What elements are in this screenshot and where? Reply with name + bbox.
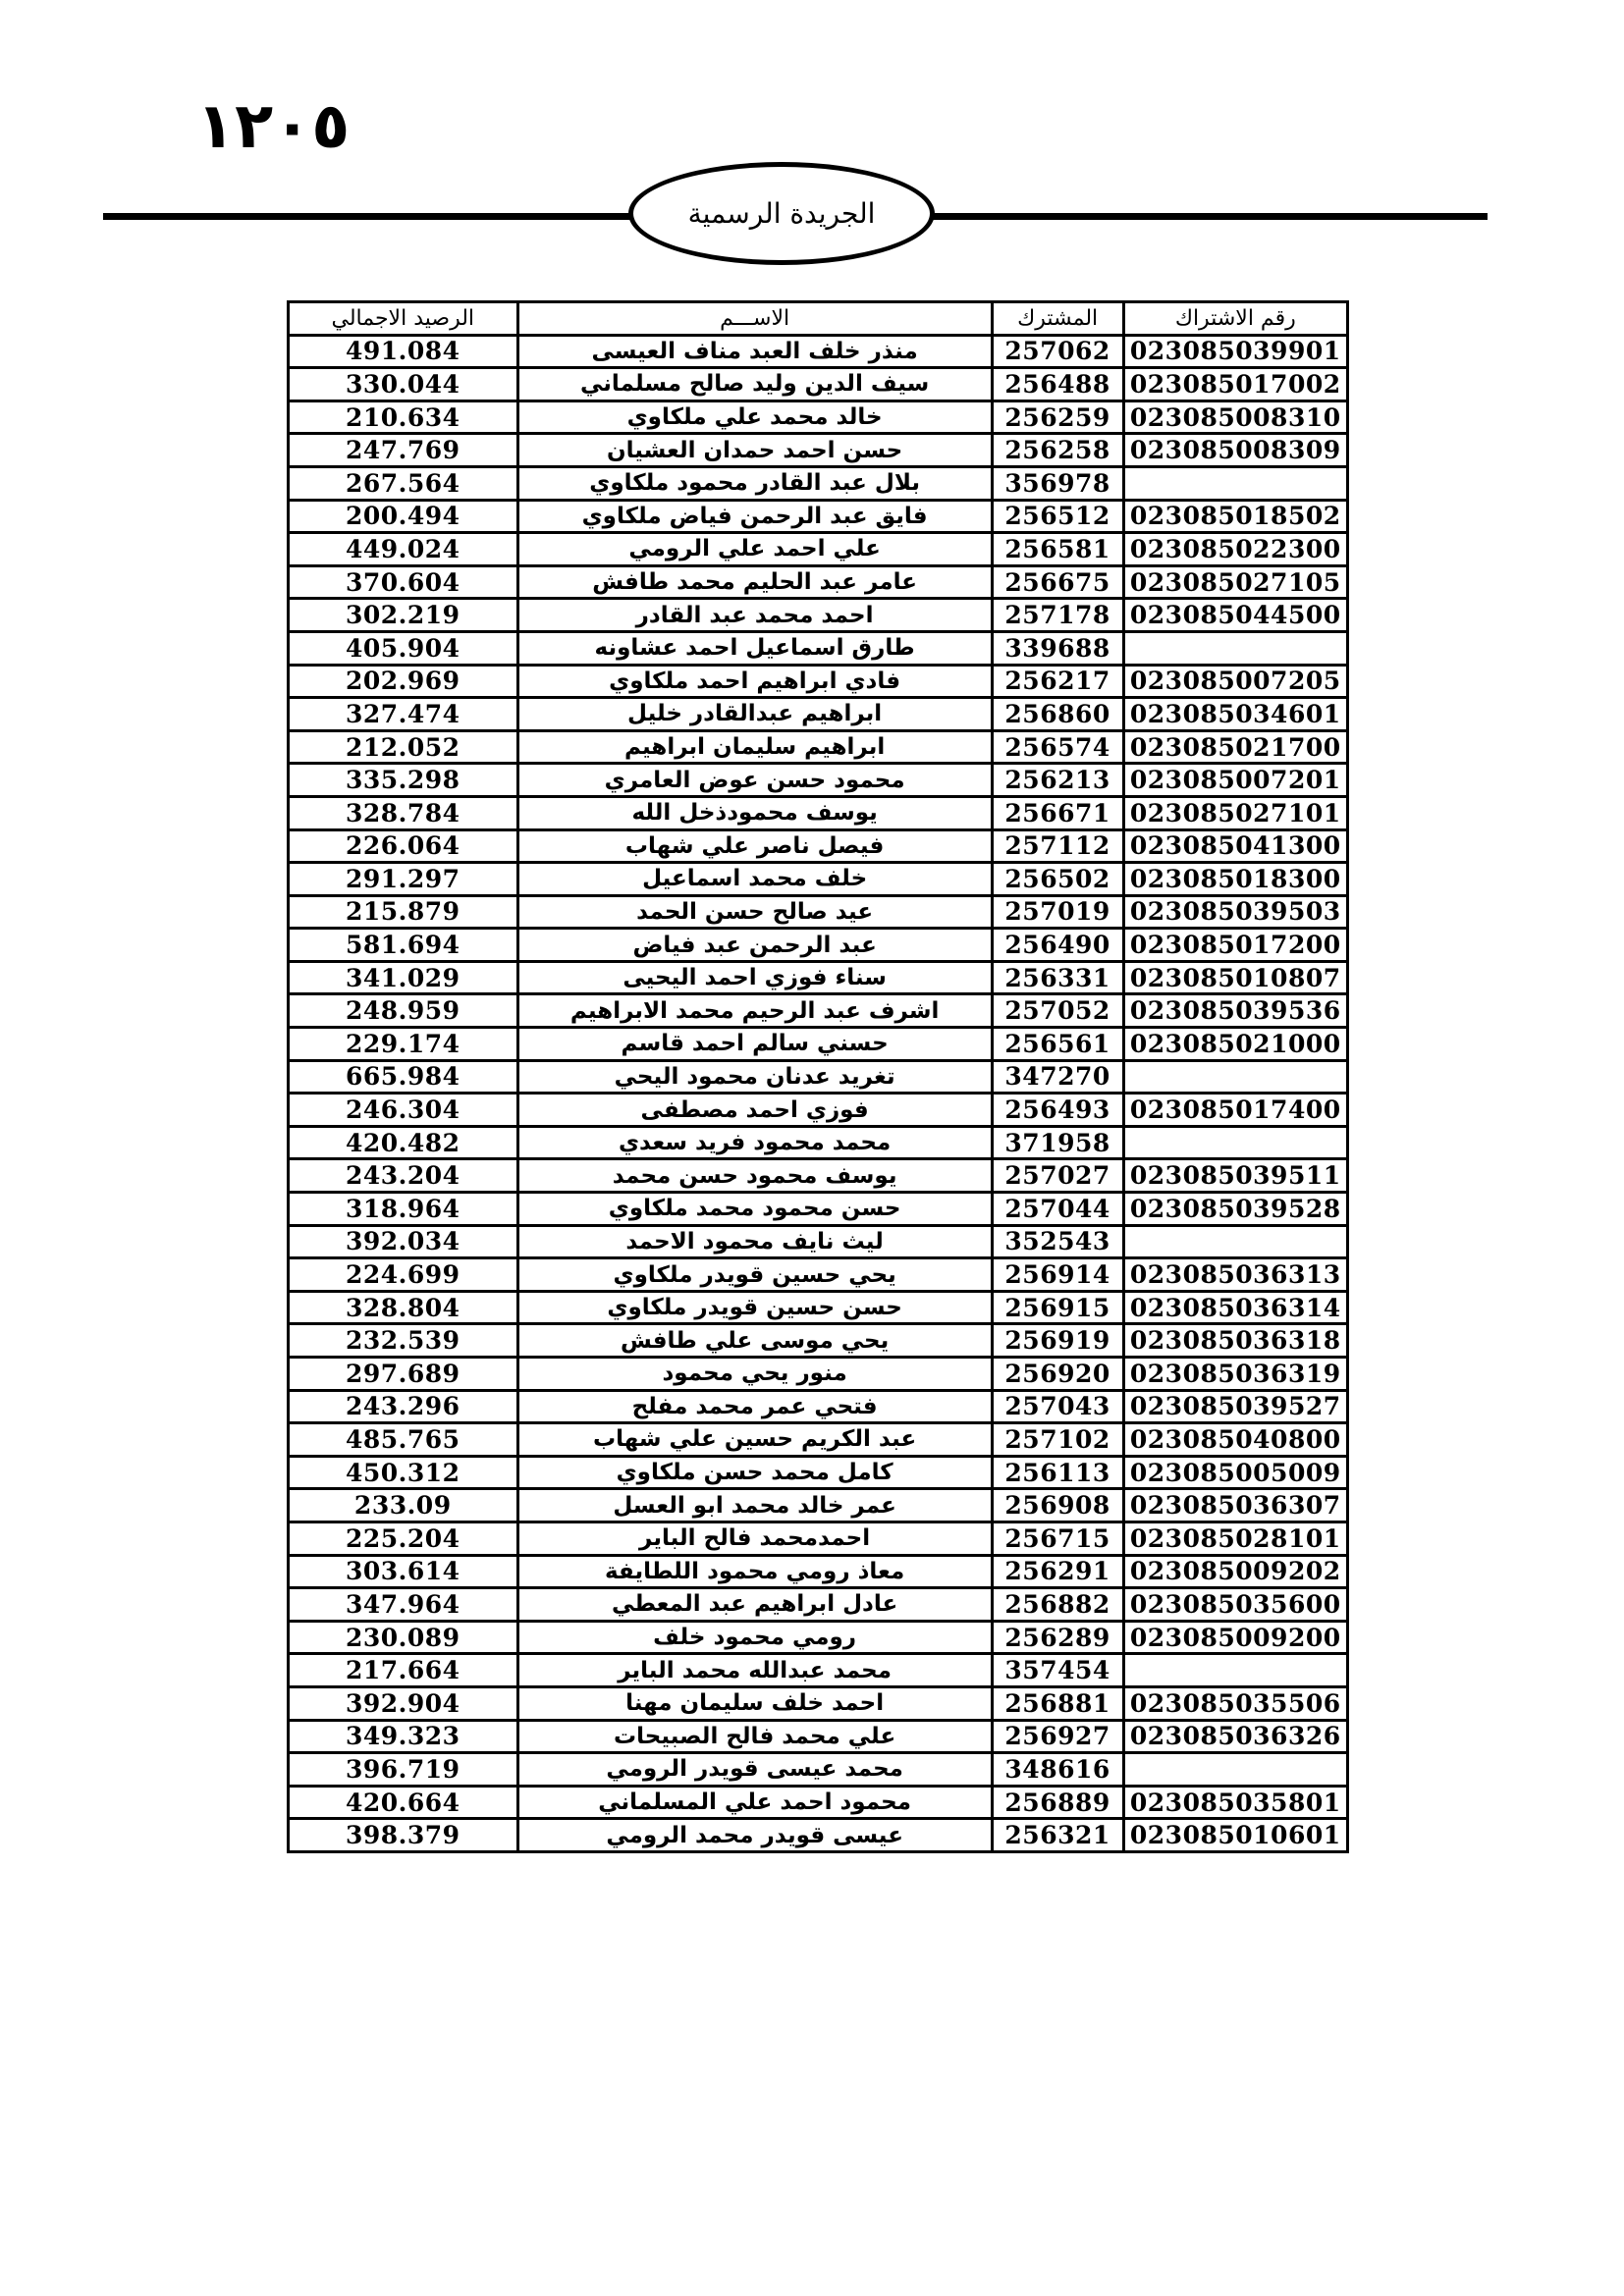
table-row bbox=[289, 1686, 1348, 1720]
table-row bbox=[289, 400, 1348, 434]
cell-subscription-no: 023085005009 bbox=[1123, 1456, 1347, 1489]
cell-subscription-no: 023085018502 bbox=[1123, 500, 1347, 533]
cell-subscription-no: 023085041300 bbox=[1123, 829, 1347, 863]
cell-subscription-no: 023085007205 bbox=[1123, 665, 1347, 698]
cell-total-balance: 247.769 bbox=[289, 434, 518, 467]
cell-account-no: 257052 bbox=[992, 994, 1123, 1028]
table-row bbox=[289, 599, 1348, 632]
cell-total-balance: 450.312 bbox=[289, 1456, 518, 1489]
cell-account-no: 352543 bbox=[992, 1225, 1123, 1258]
cell-total-balance: 405.904 bbox=[289, 631, 518, 665]
table-row bbox=[289, 434, 1348, 467]
cell-total-balance: 330.044 bbox=[289, 368, 518, 401]
cell-subscription-no: 023085022300 bbox=[1123, 533, 1347, 566]
cell-account-no: 256915 bbox=[992, 1291, 1123, 1324]
cell-subscription-no: 023085036319 bbox=[1123, 1358, 1347, 1391]
table-row bbox=[289, 1390, 1348, 1423]
cell-subscription-no: 023085036318 bbox=[1123, 1324, 1347, 1358]
cell-name: عمر خالد محمد ابو العسل bbox=[517, 1489, 992, 1522]
table-row bbox=[289, 1193, 1348, 1226]
cell-account-no: 256258 bbox=[992, 434, 1123, 467]
cell-subscription-no: 023085007201 bbox=[1123, 764, 1347, 797]
cell-total-balance: 449.024 bbox=[289, 533, 518, 566]
cell-name: عيسى قويدر محمد الرومي bbox=[517, 1819, 992, 1852]
cell-account-no: 256512 bbox=[992, 500, 1123, 533]
cell-total-balance: 226.064 bbox=[289, 829, 518, 863]
header-name: الاســـم bbox=[517, 302, 992, 336]
cell-name: احمدمحمد فالح الباير bbox=[517, 1522, 992, 1555]
table-row bbox=[289, 1094, 1348, 1127]
cell-subscription-no: 023085039528 bbox=[1123, 1193, 1347, 1226]
cell-account-no: 257178 bbox=[992, 599, 1123, 632]
cell-subscription-no: 023085044500 bbox=[1123, 599, 1347, 632]
cell-total-balance: 200.494 bbox=[289, 500, 518, 533]
cell-subscription-no: 023085036307 bbox=[1123, 1489, 1347, 1522]
table-row bbox=[289, 730, 1348, 764]
table-row bbox=[289, 698, 1348, 731]
cell-subscription-no: 023085039503 bbox=[1123, 895, 1347, 929]
cell-subscription-no: 023085009202 bbox=[1123, 1555, 1347, 1588]
cell-total-balance: 291.297 bbox=[289, 863, 518, 896]
table-row bbox=[289, 368, 1348, 401]
cell-account-no: 256675 bbox=[992, 565, 1123, 599]
cell-name: طارق اسماعيل احمد عشاونه bbox=[517, 631, 992, 665]
cell-subscription-no bbox=[1123, 1126, 1347, 1159]
cell-subscription-no: 023085036314 bbox=[1123, 1291, 1347, 1324]
cell-account-no: 256908 bbox=[992, 1489, 1123, 1522]
cell-name: احمد خلف سليمان مهنا bbox=[517, 1686, 992, 1720]
cell-name: فوزي احمد مصطفى bbox=[517, 1094, 992, 1127]
cell-subscription-no: 023085008310 bbox=[1123, 400, 1347, 434]
cell-total-balance: 243.204 bbox=[289, 1159, 518, 1193]
cell-total-balance: 349.323 bbox=[289, 1720, 518, 1753]
cell-subscription-no: 023085017002 bbox=[1123, 368, 1347, 401]
cell-account-no: 256488 bbox=[992, 368, 1123, 401]
cell-name: حسن محمود محمد ملكاوي bbox=[517, 1193, 992, 1226]
cell-total-balance: 370.604 bbox=[289, 565, 518, 599]
cell-subscription-no: 023085039536 bbox=[1123, 994, 1347, 1028]
cell-total-balance: 581.694 bbox=[289, 929, 518, 962]
cell-total-balance: 229.174 bbox=[289, 1028, 518, 1061]
cell-name: سناء فوزي احمد اليحيى bbox=[517, 961, 992, 994]
cell-total-balance: 217.664 bbox=[289, 1654, 518, 1687]
cell-account-no: 256502 bbox=[992, 863, 1123, 896]
cell-name: محمود احمد علي المسلماني bbox=[517, 1786, 992, 1819]
cell-total-balance: 225.204 bbox=[289, 1522, 518, 1555]
table-row bbox=[289, 1456, 1348, 1489]
journal-title: الجريدة الرسمية bbox=[687, 197, 876, 230]
cell-account-no: 257112 bbox=[992, 829, 1123, 863]
table-row bbox=[289, 994, 1348, 1028]
cell-subscription-no: 023085027101 bbox=[1123, 796, 1347, 829]
cell-name: يحي موسى علي طافش bbox=[517, 1324, 992, 1358]
cell-account-no: 256217 bbox=[992, 665, 1123, 698]
header-subscription-no: رقم الاشتراك bbox=[1123, 302, 1347, 336]
table-row bbox=[289, 466, 1348, 500]
cell-subscription-no: 023085039511 bbox=[1123, 1159, 1347, 1193]
cell-subscription-no: 023085035600 bbox=[1123, 1588, 1347, 1622]
cell-account-no: 257102 bbox=[992, 1423, 1123, 1457]
cell-total-balance: 302.219 bbox=[289, 599, 518, 632]
cell-total-balance: 420.664 bbox=[289, 1786, 518, 1819]
cell-account-no: 339688 bbox=[992, 631, 1123, 665]
cell-subscription-no: 023085009200 bbox=[1123, 1621, 1347, 1654]
cell-name: يوسف محمود حسن محمد bbox=[517, 1159, 992, 1193]
cell-total-balance: 485.765 bbox=[289, 1423, 518, 1457]
table-row bbox=[289, 1555, 1348, 1588]
cell-account-no: 257019 bbox=[992, 895, 1123, 929]
cell-account-no: 348616 bbox=[992, 1753, 1123, 1787]
cell-account-no: 256490 bbox=[992, 929, 1123, 962]
cell-total-balance: 232.539 bbox=[289, 1324, 518, 1358]
cell-name: ابراهيم عبدالقادر خليل bbox=[517, 698, 992, 731]
cell-account-no: 256581 bbox=[992, 533, 1123, 566]
table-row bbox=[289, 1291, 1348, 1324]
table-row bbox=[289, 533, 1348, 566]
cell-account-no: 256259 bbox=[992, 400, 1123, 434]
table-row bbox=[289, 1654, 1348, 1687]
cell-name: عامر عبد الحليم محمد طافش bbox=[517, 565, 992, 599]
table-row bbox=[289, 500, 1348, 533]
cell-account-no: 256881 bbox=[992, 1686, 1123, 1720]
cell-account-no: 356978 bbox=[992, 466, 1123, 500]
cell-name: منور يحي محمود bbox=[517, 1358, 992, 1391]
cell-subscription-no bbox=[1123, 1654, 1347, 1687]
cell-name: سيف الدين وليد صالح مسلماني bbox=[517, 368, 992, 401]
table-row bbox=[289, 665, 1348, 698]
cell-name: عيد صالح حسن الحمد bbox=[517, 895, 992, 929]
cell-total-balance: 665.984 bbox=[289, 1060, 518, 1094]
table-row bbox=[289, 1423, 1348, 1457]
cell-total-balance: 392.034 bbox=[289, 1225, 518, 1258]
cell-subscription-no: 023085034601 bbox=[1123, 698, 1347, 731]
cell-name: فيصل ناصر علي شهاب bbox=[517, 829, 992, 863]
cell-subscription-no: 023085039527 bbox=[1123, 1390, 1347, 1423]
table-body bbox=[289, 335, 1348, 1851]
cell-account-no: 256493 bbox=[992, 1094, 1123, 1127]
cell-total-balance: 335.298 bbox=[289, 764, 518, 797]
cell-total-balance: 215.879 bbox=[289, 895, 518, 929]
page-number: ١٢٠٥ bbox=[196, 90, 351, 163]
cell-subscription-no: 023085028101 bbox=[1123, 1522, 1347, 1555]
table-row bbox=[289, 1753, 1348, 1787]
cell-name: عبد الكريم حسين علي شهاب bbox=[517, 1423, 992, 1457]
table-header-row bbox=[289, 302, 1348, 336]
cell-total-balance: 210.634 bbox=[289, 400, 518, 434]
cell-total-balance: 398.379 bbox=[289, 1819, 518, 1852]
cell-account-no: 257044 bbox=[992, 1193, 1123, 1226]
cell-name: بلال عبد القادر محمود ملكاوي bbox=[517, 466, 992, 500]
cell-name: محمد عبدالله محمد الباير bbox=[517, 1654, 992, 1687]
journal-title-badge bbox=[628, 162, 935, 265]
cell-subscription-no: 023085039901 bbox=[1123, 335, 1347, 368]
cell-name: ليث نايف محمود الاحمد bbox=[517, 1225, 992, 1258]
cell-account-no: 257062 bbox=[992, 335, 1123, 368]
cell-account-no: 256561 bbox=[992, 1028, 1123, 1061]
table-row bbox=[289, 1621, 1348, 1654]
table-row bbox=[289, 335, 1348, 368]
table-row bbox=[289, 1786, 1348, 1819]
cell-total-balance: 396.719 bbox=[289, 1753, 518, 1787]
cell-subscription-no: 023085008309 bbox=[1123, 434, 1347, 467]
cell-name: محمد عيسى قويدر الرومي bbox=[517, 1753, 992, 1787]
cell-total-balance: 243.296 bbox=[289, 1390, 518, 1423]
table-row bbox=[289, 1588, 1348, 1622]
cell-account-no: 256889 bbox=[992, 1786, 1123, 1819]
cell-total-balance: 267.564 bbox=[289, 466, 518, 500]
cell-total-balance: 491.084 bbox=[289, 335, 518, 368]
cell-total-balance: 303.614 bbox=[289, 1555, 518, 1588]
cell-total-balance: 327.474 bbox=[289, 698, 518, 731]
cell-name: اشرف عبد الرحيم محمد الابراهيم bbox=[517, 994, 992, 1028]
cell-name: ابراهيم سليمان ابراهيم bbox=[517, 730, 992, 764]
table-row bbox=[289, 565, 1348, 599]
cell-account-no: 256715 bbox=[992, 1522, 1123, 1555]
table-row bbox=[289, 796, 1348, 829]
cell-account-no: 256213 bbox=[992, 764, 1123, 797]
cell-account-no: 257027 bbox=[992, 1159, 1123, 1193]
cell-total-balance: 328.784 bbox=[289, 796, 518, 829]
cell-account-no: 371958 bbox=[992, 1126, 1123, 1159]
cell-total-balance: 202.969 bbox=[289, 665, 518, 698]
cell-name: حسن حسين قويدر ملكاوي bbox=[517, 1291, 992, 1324]
cell-account-no: 357454 bbox=[992, 1654, 1123, 1687]
subscribers-table bbox=[287, 300, 1349, 1853]
cell-subscription-no: 023085021000 bbox=[1123, 1028, 1347, 1061]
cell-subscription-no: 023085035801 bbox=[1123, 1786, 1347, 1819]
cell-total-balance: 248.959 bbox=[289, 994, 518, 1028]
table-row bbox=[289, 1258, 1348, 1292]
cell-total-balance: 420.482 bbox=[289, 1126, 518, 1159]
cell-total-balance: 224.699 bbox=[289, 1258, 518, 1292]
cell-account-no: 256671 bbox=[992, 796, 1123, 829]
cell-subscription-no bbox=[1123, 466, 1347, 500]
cell-name: احمد محمد عبد القادر bbox=[517, 599, 992, 632]
cell-total-balance: 246.304 bbox=[289, 1094, 518, 1127]
cell-account-no: 256914 bbox=[992, 1258, 1123, 1292]
header-total-balance: الرصيد الاجمالي bbox=[289, 302, 518, 336]
cell-name: معاذ رومي محمود اللطايفة bbox=[517, 1555, 992, 1588]
table-row bbox=[289, 829, 1348, 863]
cell-account-no: 256920 bbox=[992, 1358, 1123, 1391]
cell-subscription-no: 023085010601 bbox=[1123, 1819, 1347, 1852]
cell-name: علي احمد علي الرومي bbox=[517, 533, 992, 566]
cell-name: كامل محمد حسن ملكاوي bbox=[517, 1456, 992, 1489]
table-row bbox=[289, 1489, 1348, 1522]
cell-subscription-no: 023085035506 bbox=[1123, 1686, 1347, 1720]
cell-account-no: 256919 bbox=[992, 1324, 1123, 1358]
cell-name: رومي محمود خلف bbox=[517, 1621, 992, 1654]
cell-total-balance: 297.689 bbox=[289, 1358, 518, 1391]
cell-name: فادي ابراهيم احمد ملكاوي bbox=[517, 665, 992, 698]
table-row bbox=[289, 764, 1348, 797]
cell-subscription-no: 023085018300 bbox=[1123, 863, 1347, 896]
cell-subscription-no: 023085010807 bbox=[1123, 961, 1347, 994]
cell-total-balance: 347.964 bbox=[289, 1588, 518, 1622]
cell-name: عادل ابراهيم عبد المعطي bbox=[517, 1588, 992, 1622]
table-row bbox=[289, 895, 1348, 929]
cell-account-no: 347270 bbox=[992, 1060, 1123, 1094]
cell-total-balance: 328.804 bbox=[289, 1291, 518, 1324]
cell-subscription-no: 023085017200 bbox=[1123, 929, 1347, 962]
cell-total-balance: 230.089 bbox=[289, 1621, 518, 1654]
table-row bbox=[289, 1522, 1348, 1555]
cell-subscription-no: 023085036326 bbox=[1123, 1720, 1347, 1753]
cell-name: يحي حسين قويدر ملكاوي bbox=[517, 1258, 992, 1292]
cell-subscription-no: 023085021700 bbox=[1123, 730, 1347, 764]
cell-name: فايق عبد الرحمن فياض ملكاوي bbox=[517, 500, 992, 533]
cell-total-balance: 233.09 bbox=[289, 1489, 518, 1522]
cell-account-no: 256289 bbox=[992, 1621, 1123, 1654]
cell-subscription-no: 023085036313 bbox=[1123, 1258, 1347, 1292]
cell-name: يوسف محمودذخل الله bbox=[517, 796, 992, 829]
table-row bbox=[289, 1324, 1348, 1358]
table-row bbox=[289, 1126, 1348, 1159]
table-row bbox=[289, 929, 1348, 962]
cell-name: فتحي عمر محمد مفلح bbox=[517, 1390, 992, 1423]
cell-account-no: 256574 bbox=[992, 730, 1123, 764]
table-row bbox=[289, 863, 1348, 896]
table-row bbox=[289, 1028, 1348, 1061]
cell-account-no: 256882 bbox=[992, 1588, 1123, 1622]
cell-subscription-no bbox=[1123, 1753, 1347, 1787]
cell-account-no: 256113 bbox=[992, 1456, 1123, 1489]
cell-account-no: 257043 bbox=[992, 1390, 1123, 1423]
cell-subscription-no bbox=[1123, 1060, 1347, 1094]
cell-account-no: 256331 bbox=[992, 961, 1123, 994]
cell-account-no: 256321 bbox=[992, 1819, 1123, 1852]
cell-account-no: 256927 bbox=[992, 1720, 1123, 1753]
cell-account-no: 256860 bbox=[992, 698, 1123, 731]
cell-total-balance: 341.029 bbox=[289, 961, 518, 994]
cell-account-no: 256291 bbox=[992, 1555, 1123, 1588]
cell-subscription-no: 023085017400 bbox=[1123, 1094, 1347, 1127]
cell-name: محمد محمود فريد سعدي bbox=[517, 1126, 992, 1159]
cell-name: عبد الرحمن عبد فياض bbox=[517, 929, 992, 962]
cell-name: حسن احمد حمدان العشيان bbox=[517, 434, 992, 467]
cell-name: محمود حسن عوض العامري bbox=[517, 764, 992, 797]
table-row bbox=[289, 1819, 1348, 1852]
table-row bbox=[289, 1720, 1348, 1753]
cell-subscription-no bbox=[1123, 1225, 1347, 1258]
cell-name: منذر خلف العبد مناف العيسى bbox=[517, 335, 992, 368]
header-account-no: المشترك bbox=[992, 302, 1123, 336]
table-row bbox=[289, 1358, 1348, 1391]
cell-name: علي محمد فالح الصبيحات bbox=[517, 1720, 992, 1753]
table-row bbox=[289, 961, 1348, 994]
cell-total-balance: 392.904 bbox=[289, 1686, 518, 1720]
cell-name: تغريد عدنان محمود اليحي bbox=[517, 1060, 992, 1094]
cell-total-balance: 212.052 bbox=[289, 730, 518, 764]
table-row bbox=[289, 1060, 1348, 1094]
cell-name: حسني سالم احمد قاسم bbox=[517, 1028, 992, 1061]
cell-name: خلف محمد اسماعيل bbox=[517, 863, 992, 896]
cell-name: خالد محمد علي ملكاوي bbox=[517, 400, 992, 434]
cell-subscription-no bbox=[1123, 631, 1347, 665]
cell-subscription-no: 023085040800 bbox=[1123, 1423, 1347, 1457]
cell-total-balance: 318.964 bbox=[289, 1193, 518, 1226]
table-row bbox=[289, 1225, 1348, 1258]
cell-subscription-no: 023085027105 bbox=[1123, 565, 1347, 599]
table-row bbox=[289, 1159, 1348, 1193]
table-row bbox=[289, 631, 1348, 665]
